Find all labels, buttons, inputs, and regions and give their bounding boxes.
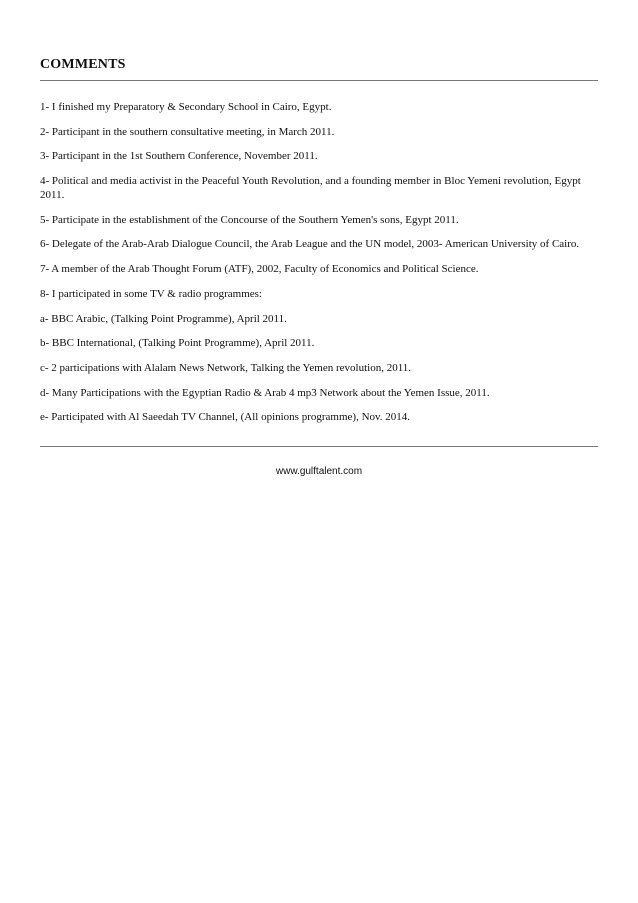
comments-list <box>40 100 598 435</box>
comment-item: 4- Political and media activist in the Peaceful Youth Revolution, and a founding member in Bloc Yemeni revolution, Egypt 2011. <box>40 175 581 202</box>
comment-item: 5- Participate in the establishment of the Concourse of the Southern Yemen's sons, Egypt 2011. <box>40 213 459 226</box>
comment-item: e- Participated with Al Saeedah TV Channel, (All opinions programme), Nov. 2014. <box>40 411 411 424</box>
comment-item: a- BBC Arabic, (Talking Point Programme), April 2011. <box>40 312 287 325</box>
section-title: COMMENTS <box>40 57 126 72</box>
comment-item: 8- I participated in some TV & radio programmes: <box>40 287 262 300</box>
comment-item: 1- I finished my Preparatory & Secondary School in Cairo, Egypt. <box>40 101 332 113</box>
top-divider <box>40 80 598 81</box>
comment-item: c- 2 participations with Alalam News Network, Talking the Yemen revolution, 2011. <box>40 361 412 374</box>
comment-item: b- BBC International, (Talking Point Programme), April 2011. <box>40 337 315 350</box>
comment-item: 6- Delegate of the Arab-Arab Dialogue Council, the Arab League and the UN model, 2003- American University of Cairo. <box>40 238 580 251</box>
comment-item: d- Many Participations with the Egyptian Radio & Arab 4 mp3 Network about the Yemen Issue, 2011. <box>40 386 490 399</box>
comment-item: 2- Participant in the southern consultative meeting, in March 2011. <box>40 125 335 138</box>
comment-item: 3- Participant in the 1st Southern Conference, November 2011. <box>40 150 318 163</box>
comment-item: 7- A member of the Arab Thought Forum (ATF), 2002, Faculty of Economics and Political Science. <box>40 263 479 276</box>
bottom-divider <box>40 446 598 447</box>
footer-website-link[interactable]: www.gulftalent.com <box>275 466 363 477</box>
